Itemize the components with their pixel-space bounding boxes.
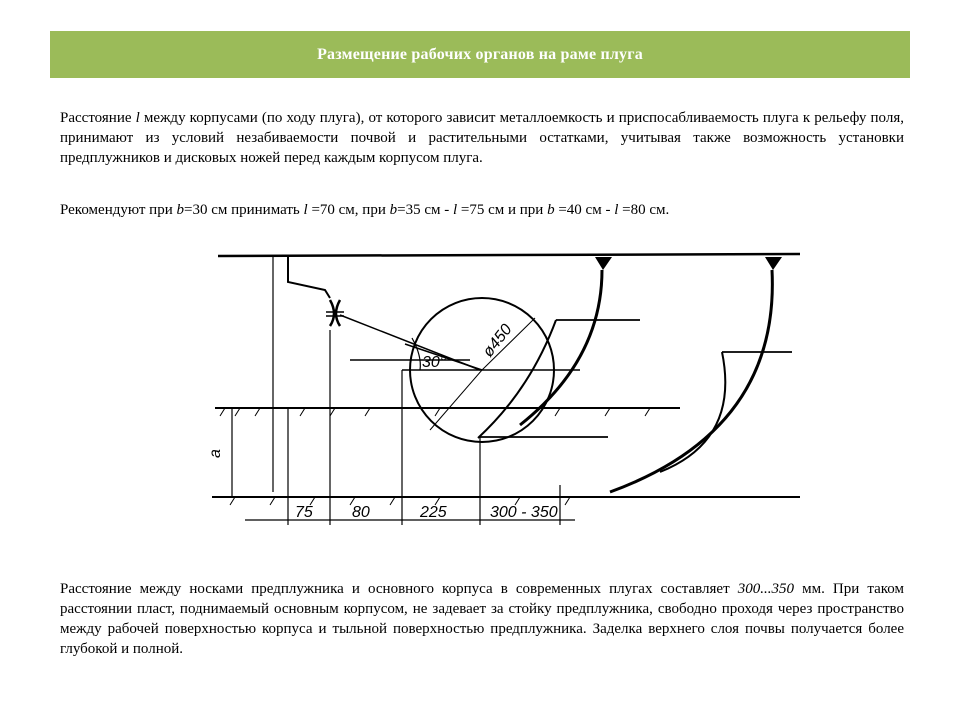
rec-text: =35 см - [397,202,453,218]
rec-text: =40 см - [554,202,615,218]
page-title: Размещение рабочих органов на раме плуга [317,45,643,63]
main-body-face [660,352,725,472]
dim-225-label: 225 [420,504,447,521]
main-body-back [610,270,772,492]
distance-text-2: мм. При таком расстоянии пласт, поднимаемый основным корпусом, не задевает за стойку предплужника, свободно проходя через пространство между рабочей поверхностью корпуса и тыльной поверхностью предплужника. Заделка верхнего слоя почвы получается более глубокой и полной. [60,581,904,657]
recommendation-line [60,200,669,220]
rec-text: =30 см принимать [183,202,304,218]
clamp-bracket [330,300,334,326]
skim-plough-back [520,270,602,425]
rec-var: b [547,202,555,218]
rec-var: b [389,202,398,218]
title-bar [50,31,910,78]
rec-text: =70 см, при [307,202,390,218]
marker-triangle [765,257,782,270]
drawing-svg [140,220,820,540]
depth-label: a [207,449,224,458]
frame-line [218,254,800,256]
rec-var: l [452,202,458,218]
stand-line [288,256,330,298]
angle-label: 30° [422,354,447,371]
rec-text: =80 см. [618,202,670,218]
radius-line [430,370,482,430]
intro-text-1: Расстояние [60,110,136,126]
intro-paragraph [60,108,904,168]
distance-paragraph [60,579,904,659]
intro-text-2: между корпусами (по ходу плуга), от которого зависит металлоемкость и приспосабливаемость плуга к рельефу поля, принимают из условий незабиваемости почвой и растительными остатками, учитывая также возможность установки предплужников и дисковых ножей перед каждым корпусом плуга. [60,110,904,166]
rec-text: =75 см и при [457,202,548,218]
dim-75-label: 75 [295,504,313,521]
soil-hatching [220,408,650,416]
clamp-bracket [336,300,340,326]
plough-layout-drawing [140,220,820,540]
distance-range: 300...350 [737,581,794,597]
distance-text-1: Расстояние между носками предплужника и основного корпуса в современных плугах составляет [60,581,738,597]
diameter-label: ø450 [479,321,516,361]
dim-300-350-label: 300 - 350 [490,504,558,521]
marker-triangle [595,257,612,270]
rec-var: l [303,202,308,218]
var-l: l [135,110,140,126]
rec-var: l [614,202,619,218]
rec-var: b [176,202,184,218]
rec-text: Рекомендуют при [60,202,177,218]
dim-80-label: 80 [352,504,370,521]
